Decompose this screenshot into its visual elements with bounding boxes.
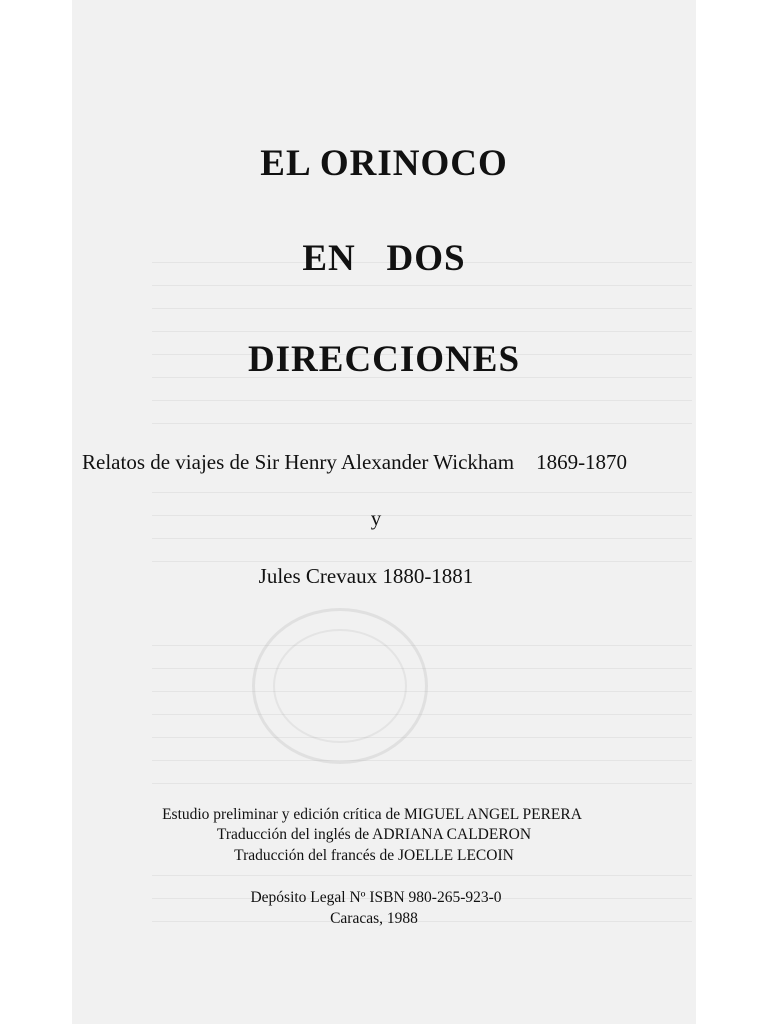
subtitle-conjunction: y	[370, 506, 382, 530]
credit-english-translation: Traducción del inglés de ADRIANA CALDERON	[216, 826, 532, 843]
bleed-through-line	[152, 645, 692, 646]
bleed-through-line	[152, 760, 692, 761]
bleed-through-line	[152, 423, 692, 424]
credit-french-translation: Traducción del francés de JOELLE LECOIN	[234, 847, 514, 864]
subtitle-row	[82, 450, 692, 475]
title-line-1: EL ORINOCO	[260, 143, 508, 184]
legal-deposit: Depósito Legal Nº ISBN 980-265-923-0	[250, 889, 502, 906]
bleed-through-line	[152, 737, 692, 738]
bleed-through-line	[152, 308, 692, 309]
credit-study: Estudio preliminar y edición crítica de MIGUEL ANGEL PERERA	[162, 806, 582, 823]
bleed-through-line	[152, 492, 692, 493]
bleed-through-line	[152, 875, 692, 876]
bleed-through-line	[152, 285, 692, 286]
place-year: Caracas, 1988	[330, 910, 418, 927]
subtitle-dates: 1869-1870	[536, 450, 628, 474]
bleed-through-line	[152, 400, 692, 401]
title-line-2: EN DOS	[302, 238, 466, 279]
second-author: Jules Crevaux 1880-1881	[258, 564, 474, 588]
library-stamp-shadow	[252, 608, 428, 764]
bleed-through-line	[152, 331, 692, 332]
bleed-through-line	[152, 561, 692, 562]
bleed-through-line	[152, 538, 692, 539]
bleed-through-line	[152, 783, 692, 784]
scan-border-left	[0, 0, 72, 1024]
scan-border-right	[696, 0, 768, 1024]
title-line-3: DIRECCIONES	[247, 339, 521, 380]
library-stamp-inner-ring	[273, 629, 407, 743]
subtitle-text: Relatos de viajes de Sir Henry Alexander Wickham	[82, 450, 515, 474]
title-page	[72, 0, 696, 1024]
